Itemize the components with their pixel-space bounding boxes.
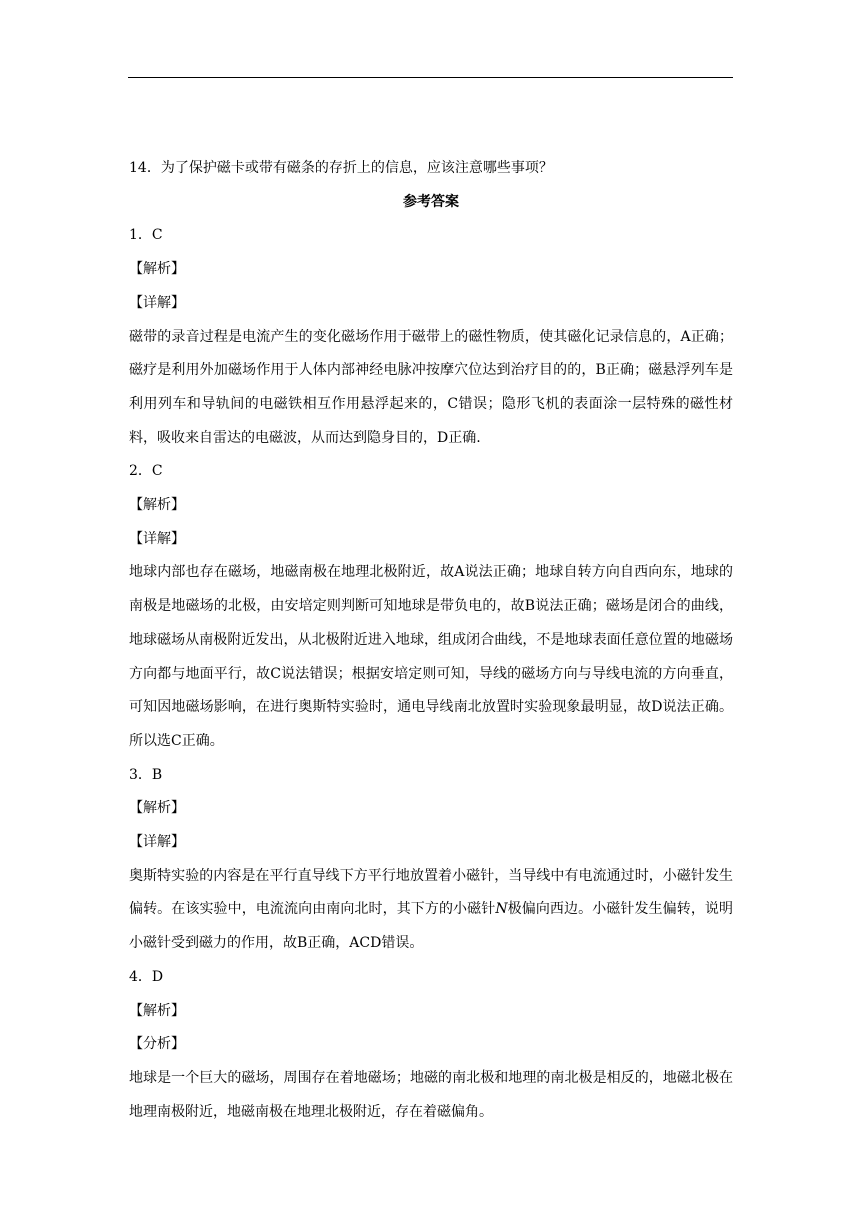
answer-4-analysis-label: 【解析】 (129, 1002, 185, 1019)
answer-4-number: 4．D (129, 968, 164, 985)
answer-1-text: 磁带的录音过程是电流产生的变化磁场作用于磁带上的磁性物质，使其磁化记录信息的，A正确；磁疗是利用外加磁场作用于人体内部神经电脉冲按摩穴位达到治疗目的的，B正确；磁悬浮列车是利用列车和导轨间的电磁铁相互作用悬浮起来的，C错误；隐形飞机的表面涂一层特殊的磁性材料，吸收来自雷达的电磁波，从而达到隐身目的，D正确. (129, 328, 733, 446)
header-rule (128, 77, 733, 78)
answer-2-analysis-label: 【解析】 (129, 497, 185, 514)
answer-3-detail-label: 【详解】 (129, 834, 185, 851)
answer-4-detail-label: 【分析】 (129, 1036, 185, 1053)
answer-4-text: 地球是一个巨大的磁场，周围存在着地磁场；地磁的南北极和地理的南北极是相反的，地磁北极在地理南极附近，地磁南极在地理北极附近，存在着磁偏角。 (129, 1069, 733, 1120)
answer-3-number: 3．B (129, 766, 163, 783)
answer-3-text (129, 860, 733, 961)
answer-3-italic-n: N (495, 901, 508, 918)
answer-1-analysis-label: 【解析】 (129, 261, 185, 278)
answer-title: 参考答案 (403, 193, 459, 210)
answer-2-number: 2．C (129, 463, 163, 480)
answer-3-text-part2: 极偏向西边。小磁针发生偏转，说明小磁针受到磁力的作用，故B正确，ACD错误。 (129, 901, 734, 952)
answer-3-text-part1: 奥斯特实验的内容是在平行直导线下方平行地放置着小磁针，当导线中有电流通过时，小磁针发生偏转。在该实验中，电流流向由南向北时，其下方的小磁针 (129, 867, 733, 918)
answer-1-number: 1．C (129, 227, 163, 244)
document-body (129, 152, 733, 1129)
answer-1-detail-label: 【详解】 (129, 294, 185, 311)
answer-2-text: 地球内部也存在磁场，地磁南极在地理北极附近，故A说法正确；地球自转方向自西向东，地球的南极是地磁场的北极，由安培定则判断可知地球是带负电的，故B说法正确；磁场是闭合的曲线，地球磁场从南极附近发出，从北极附近进入地球，组成闭合曲线，不是地球表面任意位置的地磁场方向都与地面平行，故C说法错误；根据安培定则可知，导线的磁场方向与导线电流的方向垂直，可知因地磁场影响，在进行奥斯特实验时，通电导线南北放置时实验现象最明显，故D说法正确。所以选C正确。 (129, 564, 733, 749)
answer-3-analysis-label: 【解析】 (129, 800, 185, 817)
answer-2-detail-label: 【详解】 (129, 530, 185, 547)
question-14: 14．为了保护磁卡或带有磁条的存折上的信息，应该注意哪些事项？ (129, 160, 553, 176)
